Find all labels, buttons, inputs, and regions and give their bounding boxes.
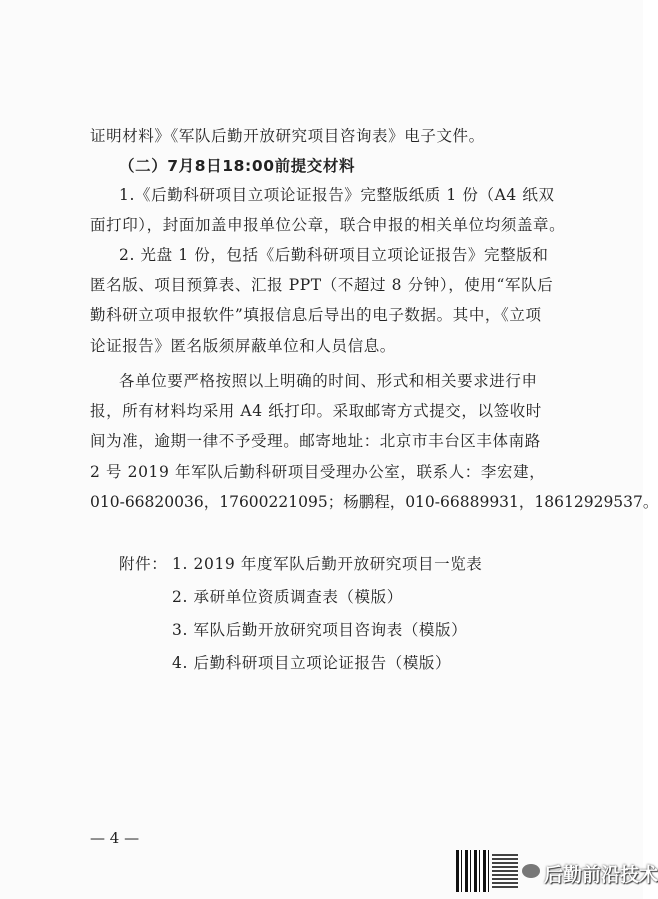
item-2-line-4: 论证报告》匿名版须屏蔽单位和人员信息。 — [90, 337, 396, 355]
attachments-label: 附件： — [119, 555, 168, 573]
wechat-icon — [522, 864, 540, 878]
page-number: — 4 — — [90, 829, 140, 847]
para-3-line-2: 报，所有材料均采用 A4 纸打印。采取邮寄方式提交，以签收时 — [90, 402, 542, 420]
attachment-item-4: 4. 后勤科研项目立项论证报告（模版） — [172, 654, 452, 672]
watermark-text: 后勤前沿技术 — [544, 864, 658, 886]
attachment-item-1: 1. 2019 年度军队后勤开放研究项目一览表 — [172, 555, 483, 573]
item-2-line-2: 匿名版、项目预算表、汇报 PPT（不超过 8 分钟），使用“军队后 — [90, 276, 554, 294]
attachment-item-3: 3. 军队后勤开放研究项目咨询表（模版） — [172, 621, 468, 639]
qr-code-icon — [456, 850, 490, 892]
attachment-item-2: 2. 承研单位资质调查表（模版） — [172, 588, 403, 606]
para-3-line-4: 2 号 2019 年军队后勤科研项目受理办公室，联系人：李宏建， — [90, 463, 546, 481]
item-1-line-1: 1.《后勤科研项目立项论证报告》完整版纸质 1 份（A4 纸双 — [119, 186, 555, 204]
section-heading-2: （二）7月8日18:00前提交材料 — [119, 157, 356, 175]
para-3-line-5: 010-66820036，17600221095；杨鹏程，010-66889931，18612929537。 — [90, 493, 658, 511]
item-2-line-1: 2. 光盘 1 份，包括《后勤科研项目立项论证报告》完整版和 — [119, 246, 549, 264]
item-1-line-2: 面打印），封面加盖申报单位公章，联合申报的相关单位均须盖章。 — [90, 216, 566, 234]
para-3-line-3: 间为准，逾期一律不予受理。邮寄地址：北京市丰台区丰体南路 — [90, 432, 541, 450]
item-2-line-3: 勤科研立项申报软件”填报信息后导出的电子数据。其中，《立项 — [90, 306, 542, 324]
body-line-1: 证明材料》《军队后勤开放研究项目咨询表》电子文件。 — [90, 127, 485, 145]
para-3-line-1: 各单位要严格按照以上明确的时间、形式和相关要求进行申 — [119, 372, 538, 390]
watermark-logo — [456, 850, 658, 892]
pattern-icon — [492, 854, 518, 888]
